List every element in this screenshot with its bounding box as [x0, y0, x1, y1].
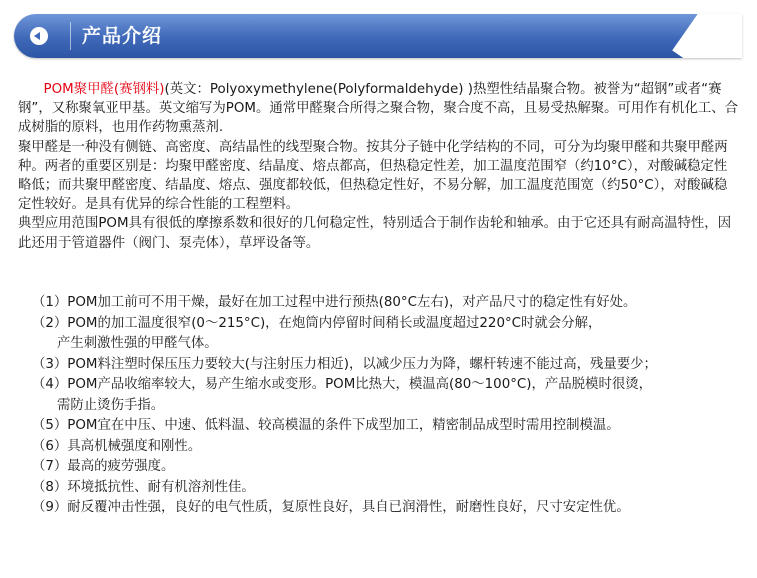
- intro-paragraph-1-text: (英文：Polyoxymethylene(Polyformaldehyde) )热塑性结晶聚合物。被誉为“超钢”或者“赛钢”，又称聚氧亚甲基。英文缩写为POM。通常甲醛聚合所得之聚合物，聚合度不高，且易受热解聚。可用作有机化工、合成树脂的原料，也用作药物熏蒸剂.: [18, 82, 739, 136]
- property-item-4-continued: 需防止烫伤手指。: [57, 397, 165, 413]
- intro-paragraph-1: [18, 80, 740, 138]
- property-item-3: （3）POM料注塑时保压压力要较大(与注射压力相近)，以减少压力为降，螺杆转速不能过高，残量要少；: [32, 356, 657, 372]
- property-item-2-continued: 产生刺激性强的甲醛气体。: [57, 336, 218, 351]
- intro-section: [18, 80, 740, 253]
- property-item-7: （7）最高的疲劳强度。: [32, 459, 175, 474]
- property-item-8: （8）环境抵抗性、耐有机溶剂性佳。: [32, 479, 255, 495]
- paragraph-indent: [18, 82, 44, 97]
- product-name: POM聚甲醛(赛钢料): [43, 82, 165, 97]
- property-list: [32, 293, 732, 519]
- section-title: 产品介绍: [82, 25, 163, 47]
- property-item-4: （4）POM产品收缩率较大，易产生缩水或变形。POM比热大，模温高(80～100°C)，产品脱模时很烫，: [32, 377, 653, 392]
- property-item-5: （5）POM宜在中压、中速、低料温、较高模温的条件下成型加工，精密制品成型时需用控制模温。: [32, 418, 620, 433]
- intro-paragraph-2: 聚甲醛是一种没有侧链、高密度、高结晶性的线型聚合物。按其分子链中化学结构的不同，可分为均聚甲醛和共聚甲醛两种。两者的重要区别是：均聚甲醛密度、结晶度、熔点都高，但热稳定性差，加工温度范围窄（约10°C），对酸碱稳定性略低；而共聚甲醛密度、结晶度、熔点、强度都较低，但热稳定性好，不易分解，加工温度范围宽（约50°C），对酸碱稳定性较好。是具有优异的综合性能的工程塑料。: [18, 139, 728, 213]
- section-header-banner: [14, 14, 742, 58]
- property-item-2: （2）POM的加工温度很窄(0～215°C)，在炮筒内停留时间稍长或温度超过220°C时就会分解，: [32, 315, 602, 331]
- header-divider: [70, 22, 71, 50]
- property-item-9: （9）耐反覆冲击性强，良好的电气性质，复原性良好，具自已润滑性，耐磨性良好，尺寸安定性优。: [32, 500, 630, 515]
- arrow-left-icon: [30, 27, 48, 45]
- property-item-6: （6）具高机械强度和刚性。: [32, 438, 202, 454]
- property-item-1: （1）POM加工前可不用干燥，最好在加工过程中进行预热(80°C左右)，对产品尺寸的稳定性有好处。: [32, 295, 637, 310]
- intro-paragraph-3: 典型应用范围POM具有很低的摩擦系数和很好的几何稳定性，特别适合于制作齿轮和轴承。由于它还具有耐高温特性，因此还用于管道器件（阀门、泵壳体），草坪设备等。: [18, 216, 732, 251]
